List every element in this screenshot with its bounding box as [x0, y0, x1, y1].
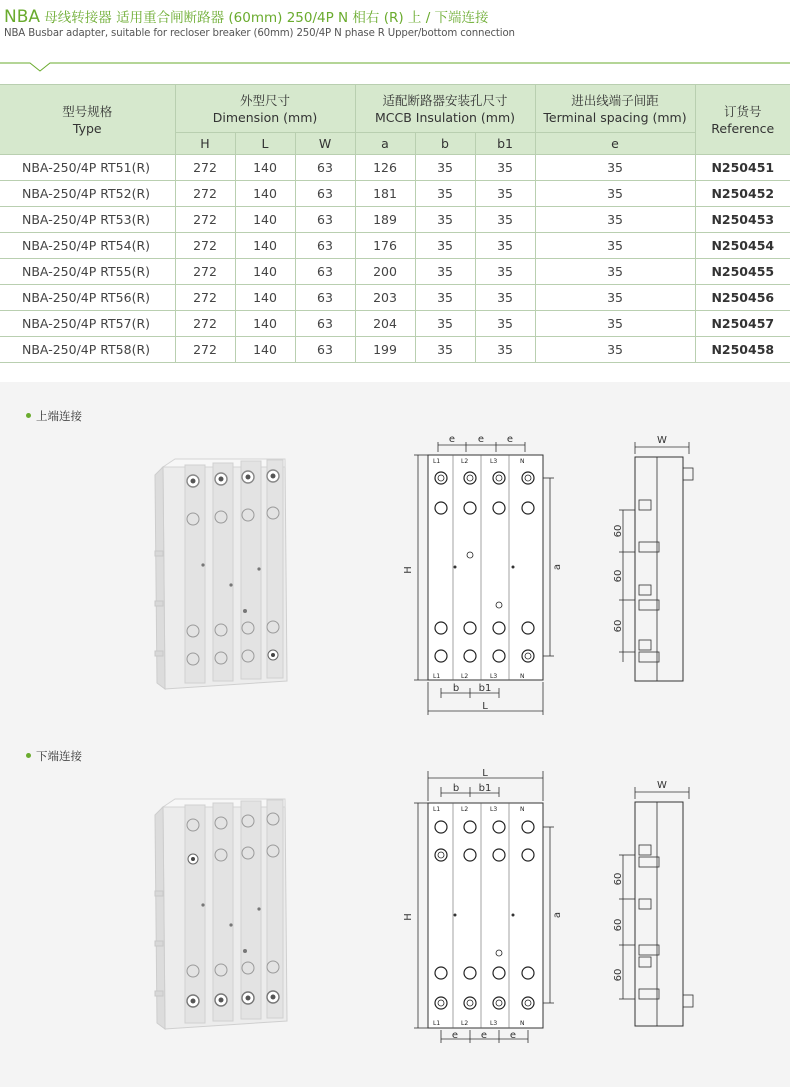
cell-model: NBA-250/4P RT58(R) [0, 337, 175, 363]
section-lower-label: 下端连接 [36, 749, 82, 763]
cell-a: 200 [355, 259, 415, 285]
cell-b1: 35 [475, 155, 535, 181]
phase-n-bottom: N [520, 1020, 525, 1027]
subheader-b1: b1 [475, 133, 535, 155]
dim-60-3: 60 [613, 968, 624, 982]
header-dimension-en: Dimension (mm) [212, 109, 318, 125]
cell-w: 63 [295, 233, 355, 259]
header-reference-en: Reference [711, 120, 775, 136]
cell-model: NBA-250/4P RT54(R) [0, 233, 175, 259]
phase-l2-bottom: L2 [461, 1020, 469, 1027]
dim-b: b [452, 683, 460, 694]
dim-h: H [403, 566, 414, 574]
cell-model: NBA-250/4P RT51(R) [0, 155, 175, 181]
cell-model: NBA-250/4P RT52(R) [0, 181, 175, 207]
table-row [0, 181, 790, 207]
header-reference-cn: 订货号 [724, 103, 762, 119]
title-prefix: NBA [4, 7, 41, 27]
phase-l3-top: L3 [490, 806, 498, 813]
cell-l: 140 [235, 259, 295, 285]
header-terminal [535, 85, 695, 133]
cell-h: 272 [175, 259, 235, 285]
table-row [0, 285, 790, 311]
header-terminal-en: Terminal spacing (mm) [543, 109, 687, 125]
page-subtitle: NBA Busbar adapter, suitable for recloser breaker (60mm) 250/4P N phase R Upper/bottom connection [4, 28, 515, 39]
header-model-cn: 型号规格 [62, 103, 113, 119]
cell-h: 272 [175, 311, 235, 337]
header-mccb-cn: 适配断路器安装孔尺寸 [382, 92, 508, 108]
cell-w: 63 [295, 155, 355, 181]
cell-a: 204 [355, 311, 415, 337]
cell-a: 181 [355, 181, 415, 207]
cell-model: NBA-250/4P RT53(R) [0, 207, 175, 233]
dim-e-2: e [480, 1030, 488, 1041]
lower-product-illustration [155, 795, 295, 1030]
dim-h: H [403, 913, 414, 921]
cell-b: 35 [415, 259, 475, 285]
subheader-l: L [235, 133, 295, 155]
table-row [0, 311, 790, 337]
cell-b: 35 [415, 233, 475, 259]
bullet-dot [26, 413, 31, 418]
cell-l: 140 [235, 181, 295, 207]
phase-n-bottom: N [520, 673, 525, 680]
upper-front-drawing [400, 430, 575, 720]
phase-n-top: N [520, 458, 525, 465]
cell-a: 176 [355, 233, 415, 259]
dim-b1: b1 [478, 683, 492, 694]
cell-e: 35 [535, 259, 695, 285]
cell-reference: N250458 [695, 337, 790, 363]
cell-reference: N250452 [695, 181, 790, 207]
cell-l: 140 [235, 311, 295, 337]
phase-l3-top: L3 [490, 458, 498, 465]
dim-b1: b1 [478, 783, 492, 794]
page-header [4, 6, 790, 39]
section-upper-label: 上端连接 [36, 409, 82, 423]
dim-b: b [452, 783, 460, 794]
spec-table [0, 84, 790, 363]
header-model-en: Type [72, 120, 102, 136]
cell-l: 140 [235, 337, 295, 363]
phase-l1-bottom: L1 [433, 1020, 441, 1027]
cell-b1: 35 [475, 259, 535, 285]
cell-w: 63 [295, 181, 355, 207]
header-model [0, 85, 175, 155]
cell-h: 272 [175, 181, 235, 207]
cell-b: 35 [415, 337, 475, 363]
dim-l: L [482, 701, 488, 712]
cell-b: 35 [415, 155, 475, 181]
cell-a: 203 [355, 285, 415, 311]
cell-e: 35 [535, 155, 695, 181]
dim-60-1: 60 [613, 524, 624, 538]
lower-side-drawing [605, 775, 700, 1035]
dim-a: a [552, 563, 563, 571]
cell-h: 272 [175, 207, 235, 233]
section-upper-connection [26, 408, 82, 424]
cell-e: 35 [535, 207, 695, 233]
phase-l1-top: L1 [433, 458, 441, 465]
subheader-b: b [415, 133, 475, 155]
cell-w: 63 [295, 285, 355, 311]
dim-e-1: e [451, 1030, 459, 1041]
subheader-a: a [355, 133, 415, 155]
dim-w: W [657, 435, 667, 446]
dim-60-2: 60 [613, 569, 624, 583]
cell-b1: 35 [475, 233, 535, 259]
phase-n-top: N [520, 806, 525, 813]
table-row [0, 155, 790, 181]
cell-e: 35 [535, 337, 695, 363]
dim-60-1: 60 [613, 872, 624, 886]
cell-l: 140 [235, 155, 295, 181]
cell-a: 189 [355, 207, 415, 233]
phase-l3-bottom: L3 [490, 1020, 498, 1027]
dim-60-3: 60 [613, 619, 624, 633]
dim-a: a [552, 911, 563, 919]
cell-w: 63 [295, 259, 355, 285]
cell-h: 272 [175, 285, 235, 311]
phase-l2-top: L2 [461, 458, 469, 465]
header-mccb [355, 85, 535, 133]
cell-b: 35 [415, 207, 475, 233]
cell-a: 126 [355, 155, 415, 181]
cell-b: 35 [415, 181, 475, 207]
title-rest: 母线转接器 适用重合闸断路器 (60mm) 250/4P N 相右 (R) 上 / 下端连接 [40, 10, 489, 26]
cell-reference: N250455 [695, 259, 790, 285]
dim-w: W [657, 780, 667, 791]
cell-w: 63 [295, 337, 355, 363]
cell-reference: N250454 [695, 233, 790, 259]
cell-reference: N250453 [695, 207, 790, 233]
header-terminal-cn: 进出线端子间距 [571, 92, 659, 108]
cell-l: 140 [235, 285, 295, 311]
dim-l: L [482, 768, 488, 779]
cell-h: 272 [175, 233, 235, 259]
subheader-e: e [535, 133, 695, 155]
dim-60-2: 60 [613, 918, 624, 932]
table-row [0, 233, 790, 259]
cell-b1: 35 [475, 181, 535, 207]
cell-e: 35 [535, 233, 695, 259]
section-lower-connection [26, 748, 82, 764]
phase-l1-bottom: L1 [433, 673, 441, 680]
cell-e: 35 [535, 181, 695, 207]
bullet-dot [26, 753, 31, 758]
cell-w: 63 [295, 207, 355, 233]
table-row [0, 337, 790, 363]
cell-l: 140 [235, 207, 295, 233]
cell-model: NBA-250/4P RT56(R) [0, 285, 175, 311]
cell-a: 199 [355, 337, 415, 363]
dim-e-3: e [506, 434, 514, 445]
cell-model: NBA-250/4P RT57(R) [0, 311, 175, 337]
cell-e: 35 [535, 285, 695, 311]
cell-h: 272 [175, 155, 235, 181]
cell-w: 63 [295, 311, 355, 337]
cell-l: 140 [235, 233, 295, 259]
phase-l1-top: L1 [433, 806, 441, 813]
phase-l2-bottom: L2 [461, 673, 469, 680]
cell-reference: N250457 [695, 311, 790, 337]
dim-e-1: e [448, 434, 456, 445]
cell-b1: 35 [475, 311, 535, 337]
header-reference [695, 85, 790, 155]
table-row [0, 207, 790, 233]
cell-b: 35 [415, 311, 475, 337]
cell-h: 272 [175, 337, 235, 363]
header-dimension [175, 85, 355, 133]
cell-reference: N250451 [695, 155, 790, 181]
dim-e-2: e [477, 434, 485, 445]
subheader-w: W [295, 133, 355, 155]
dim-e-3: e [509, 1030, 517, 1041]
cell-reference: N250456 [695, 285, 790, 311]
cell-b1: 35 [475, 207, 535, 233]
header-mccb-en: MCCB Insulation (mm) [375, 109, 516, 125]
cell-e: 35 [535, 311, 695, 337]
subheader-h: H [175, 133, 235, 155]
cell-b: 35 [415, 285, 475, 311]
table-row [0, 259, 790, 285]
lower-front-drawing [400, 765, 575, 1055]
cell-b1: 35 [475, 285, 535, 311]
phase-l2-top: L2 [461, 806, 469, 813]
header-divider [0, 62, 790, 76]
cell-model: NBA-250/4P RT55(R) [0, 259, 175, 285]
phase-l3-bottom: L3 [490, 673, 498, 680]
page-title [4, 6, 790, 27]
cell-b1: 35 [475, 337, 535, 363]
upper-side-drawing [605, 430, 700, 690]
upper-product-illustration [155, 455, 295, 690]
header-dimension-cn: 外型尺寸 [240, 92, 291, 108]
